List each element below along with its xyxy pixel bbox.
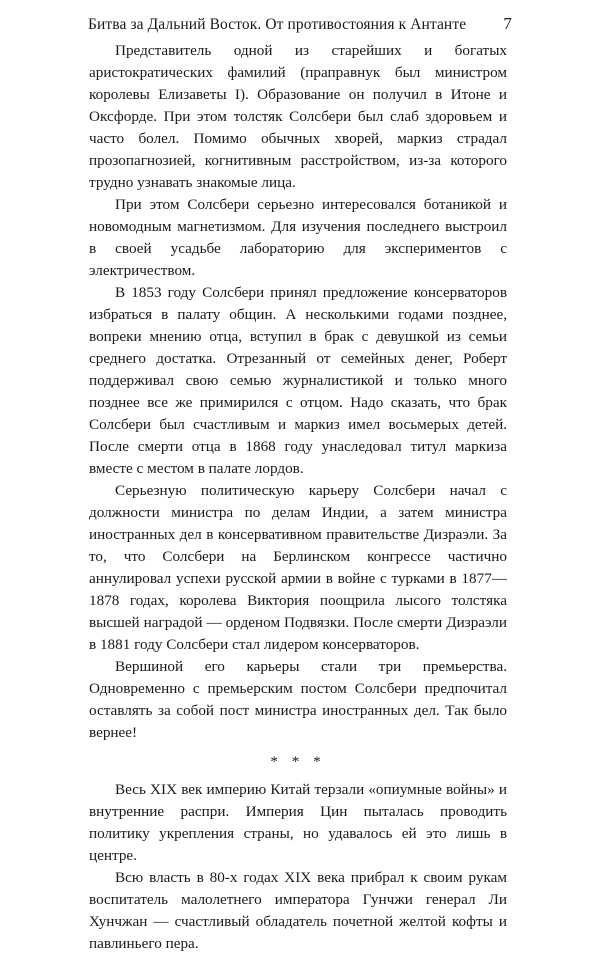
- paragraph: Всю власть в 80-х годах XIX века прибрал к своим рукам воспитатель малолетнего императора Гунчжи генерал Ли Хунчжан — счастливый обладатель почетной желтой кофты и павлиньего пера.: [89, 869, 507, 952]
- paragraph: Весь XIX век империю Китай терзали «опиумные войны» и внутренние распри. Империя Цин пыталась проводить политику укрепления страны, но удавалось ей это лишь в центре.: [89, 781, 507, 864]
- section-separator: * * *: [270, 753, 326, 770]
- running-header: [88, 14, 512, 38]
- paragraph: Серьезную политическую карьеру Солсбери начал с должности министра по делам Индии, а затем министра иностранных дел в консервативном правительстве Дизраэли. За то, что Солсбери на Берлинском конгрессе частично аннулировал успехи русской армии в войне с турками в 1877—1878 годах, королева Виктория поощрила лысого толстяка высшей наградой — орденом Подвязки. После смерти Дизраэли в 1881 году Солсбери стал лидером консерваторов.: [89, 482, 507, 653]
- paragraph: Представитель одной из старейших и богатых аристократических фамилий (праправнук был министром королевы Елизаветы I). Образование он получил в Итоне и Оксфорде. При этом толстяк Солсбери был слаб здоровьем и часто болел. Помимо обычных хворей, маркиз страдал прозопагнозией, когнитивным расстройством, из-за которого трудно узнавать знакомые лица.: [89, 42, 507, 191]
- paragraph: В 1853 году Солсбери принял предложение консерваторов избраться в палату общин. А несколькими годами позднее, вопреки мнению отца, вступил в брак с девушкой из семьи среднего достатка. Отрезанный от семейных денег, Роберт поддерживал свою семью журналистикой и только много позднее все же примирился с отцом. Надо сказать, что брак Солсбери был счастливым и маркиз имел восьмерых детей. После смерти отца в 1868 году унаследовал титул маркиза вместе с местом в палате лордов.: [89, 284, 507, 477]
- book-title: Битва за Дальний Восток. От противостояния к Антанте: [88, 16, 467, 33]
- page-body: [89, 40, 507, 955]
- paragraph: При этом Солсбери серьезно интересовался ботаникой и новомодным магнетизмом. Для изучения последнего выстроил в своей усадьбе лабораторию для экспериментов с электричеством.: [89, 196, 507, 279]
- page-number: 7: [503, 14, 512, 33]
- paragraph: Вершиной его карьеры стали три премьерства. Одновременно с премьерским постом Солсбери предпочитал оставлять за собой пост министра иностранных дел. Так было вернее!: [89, 658, 507, 741]
